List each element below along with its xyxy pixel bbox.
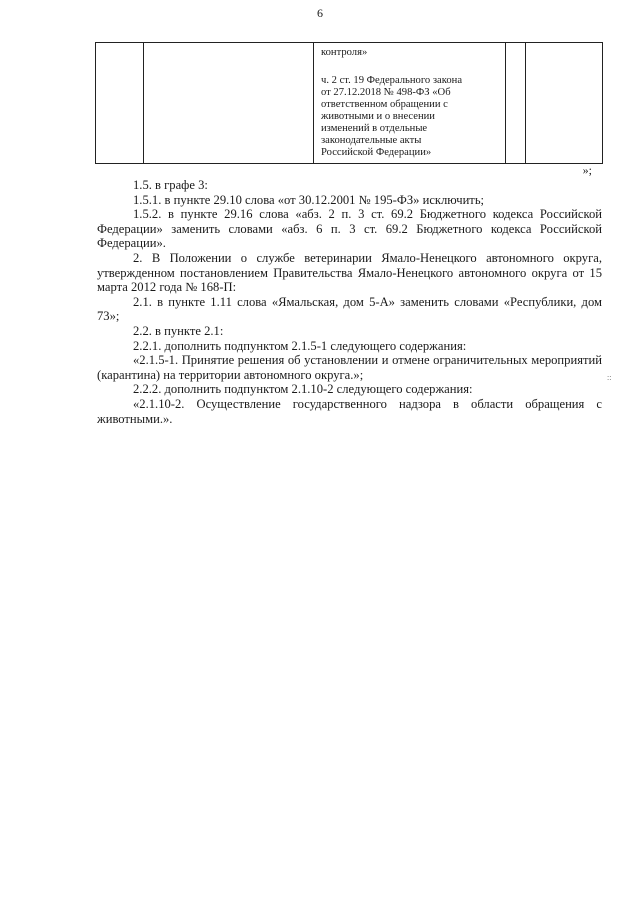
table-column-divider: [525, 43, 526, 163]
table-column-divider: [313, 43, 314, 163]
table-cell-line: животными и о внесении: [321, 111, 435, 122]
paragraph: 2.1. в пункте 1.11 слова «Ямальская, дом 5-А» заменить словами «Республики, дом 73»;: [97, 294, 602, 324]
table-cell-line: контроля»: [321, 47, 368, 58]
table-cell-text: [321, 75, 503, 159]
paragraph: 1.5.1. в пункте 29.10 слова «от 30.12.2001 № 195-ФЗ» исключить;: [133, 192, 485, 207]
table-border-line: [602, 43, 603, 163]
paragraph: 1.5.2. в пункте 29.16 слова «абз. 2 п. 3 ст. 69.2 Бюджетного кодекса Российской Федерации» заменить словами «абз. 6 п. 3 ст. 69.2 Бюджетного кодекса Российской Федерации».: [97, 207, 602, 251]
paragraph: 2.2.1. дополнить подпунктом 2.1.5-1 следующего содержания:: [133, 338, 467, 353]
paragraph: 1.5. в графе 3:: [133, 178, 208, 192]
amendment-table-fragment: [95, 42, 603, 164]
paragraph: «2.1.5-1. Принятие решения об установлении и отмене ограничительных мероприятий (карантина) на территории автономного округа.»;: [97, 353, 602, 382]
paragraph: 2. В Положении о службе ветеринарии Ямало-Ненецкого автономного округа, утвержденном постановлением Правительства Ямало-Ненецкого автономного округа от 15 марта 2012 года № 168-П:: [97, 250, 602, 295]
paragraph: 2.2.2. дополнить подпунктом 2.1.10-2 следующего содержания:: [133, 382, 473, 397]
table-border-line: [95, 43, 96, 163]
table-column-divider: [505, 43, 506, 163]
page-number: 6: [317, 6, 323, 20]
document-body: [97, 178, 602, 426]
table-cell-line: от 27.12.2018 № 498-ФЗ «Об: [321, 87, 451, 98]
table-cell-line: Российской Федерации»: [321, 147, 432, 158]
table-cell-line: ответственном обращении с: [321, 99, 448, 110]
paragraph: 2.2. в пункте 2.1:: [133, 323, 224, 338]
table-cell-line: законодательные акты: [321, 135, 422, 146]
table-column-divider: [143, 43, 144, 163]
margin-scan-mark: ::: [607, 373, 612, 382]
table-cell-line: изменений в отдельные: [321, 123, 428, 134]
paragraph: «2.1.10-2. Осуществление государственного надзора в области обращения с животными.».: [97, 396, 602, 426]
table-cell-line: ч. 2 ст. 19 Федерального закона: [321, 75, 463, 86]
table-closing-quote: »;: [582, 163, 592, 177]
table-cell-text: [321, 47, 503, 59]
